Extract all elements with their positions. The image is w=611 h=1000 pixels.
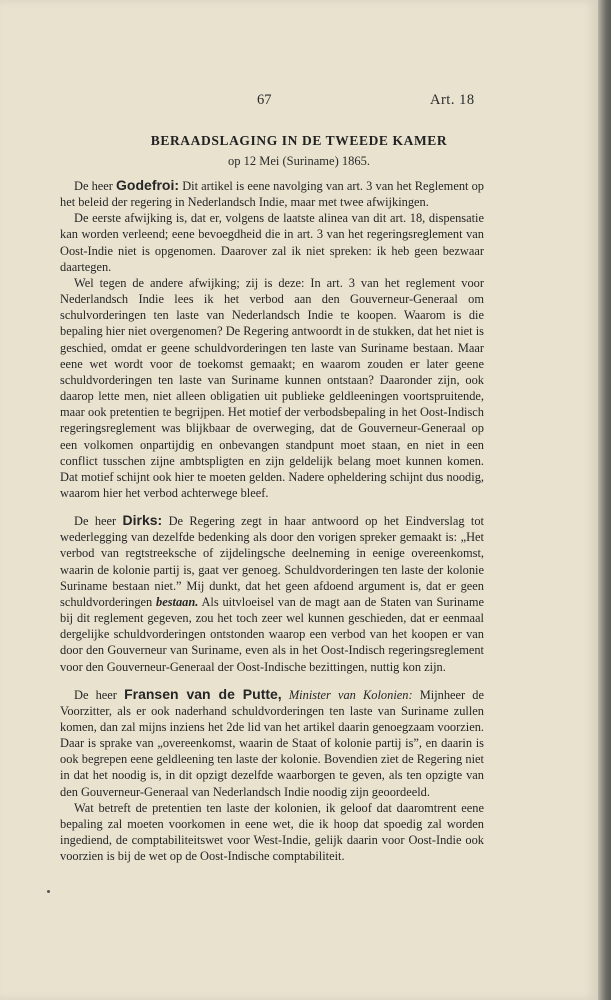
speaker-godefroi: Godefroi: (116, 177, 180, 193)
lead-in: De heer (74, 179, 113, 193)
speech-godefroi-p1 (60, 177, 484, 210)
speech-fransen-p2: Wat betreft de pretentien ten laste der kolonien, ik geloof dat daaromtrent eene bepaling zal moeten voorkomen in eene wet, die ik hoop dat spoedig zal worden ingediend, de comptabiliteitswet voor West-Indie, gelijk daarin voor Oost-Indie ook voorzien is bij de wet op de Oost-Indische comptabiliteit. (60, 800, 484, 864)
article-reference: Art. 18 (430, 92, 475, 108)
section-title: BERAADSLAGING IN DE TWEEDE KAMER (150, 133, 448, 148)
paragraph-text: De Regering zegt in haar antwoord op het Eindverslag tot wederlegging van dezelfde bedenking als door den vorigen spreker gemaakt is: „Het verbod van regtstreeksche of zijdelingsche deelneming in eenige overeenkomst, waarin de kolonie partij is, gaat ver genoeg. Schuldvorderingen ten laste der kolonie Suriname bestaan niet.” Mij dunkt, dat het geen afdoend argument is, dat er geen schuldvorderingen (60, 514, 484, 609)
speaker-dirks: Dirks: (122, 512, 163, 529)
debate-text (60, 177, 484, 864)
speech-fransen-p1 (60, 686, 484, 800)
speech-godefroi-p2: De eerste afwijking is, dat er, volgens de laatste alinea van dit art. 18, dispensatie kan worden verleend; eene bevoegdheid die in art. 3 van het regeringsreglement van Oost-Indie niet is opgenomen. Daarover zal ik niet spreken: ik heb geen bezwaar daartegen. (60, 211, 484, 274)
section-subtitle: op 12 Mei (Suriname) 1865. (228, 154, 370, 168)
speaker-fransen-van-de-putte: Fransen van de Putte, (124, 685, 282, 702)
paragraph-text: Als uitvloeisel van de magt aan de Staten van Suriname bij dit reglement gegeven, zou het toch zeer wel kunnen geschieden, dat er eenmaal dergelijke schuldvorderingen ontstonden waarop een verbod van het koopen er van door den Gouverneur van Suriname, even als in het Oost-Indisch regeringsreglement voor den Gouverneur-Generaal der Oost-Indische bezittingen, nuttig kon zijn. (60, 594, 484, 674)
emphasized-word: bestaan. (156, 594, 199, 609)
paragraph-text: Mijnheer de Voorzitter, als er ook naderhand schuldvorderingen ten laste van Suriname zullen komen, dan zal mijns inziens het 2de lid van het artikel daarin genoegzaam voorzien. Daar is sprake van „overeenkomst, waarin de Staat of kolonie partij is”, en daarin is ook begrepen eene geldleening ten laste der kolonie. Bovendien ziet de Regering niet in dat het noodig is, in dit opzigt dezelfde waarborgen te geven, als ten opzigte van den Gouverneur-Generaal van Nederlandsch Indie noodig zijn geoordeeld. (60, 687, 485, 799)
speech-dirks (60, 512, 484, 675)
lead-in: De heer (74, 514, 117, 529)
lead-in: De heer (74, 687, 117, 702)
speaker-role: Minister van Kolonien: (288, 687, 413, 702)
speech-godefroi-p3: Wel tegen de andere afwijking; zij is deze: In art. 3 van het reglement voor Nederlandsch Indie lees ik het verbod aan den Gouverneur-Generaal om schulvorderingen ten laste van Nederlandsch Indie te koopen. Waarom is die bepaling hier niet overgenomen? De Regering antwoordt in de stukken, dat het niet is geschied, omdat er geene schuldvorderingen ten laste van Suriname bestaan. Maar eene wet wordt voor de toekomst gemaakt; en waarom zouden er later geene schuldvorderingen ten laste van Suriname kunnen ontstaan? Daaronder zijn, ook daarop lette men, niet alleen obligatien uit publieke geldleeningen voortspruitende, maar ook pretentien te begrijpen. Het motief der verbodsbepaling in het Oost-Indisch regeringsreglement was blijkbaar de overweging, dat de Gouverneur-Generaal op een volkomen onpartijdig en onbevangen standpunt moet staan, en niet in een conflict tusschen zijne ambtspligten en zijn geldelijk belang moet kunnen komen. Dat motief schijnt ook hier te moeten gelden. Nadere opheldering schijnt dus noodig, waarom hier het verbod achterwege bleef. (60, 275, 484, 500)
page-edge (598, 0, 611, 1000)
page-number: 67 (257, 92, 272, 108)
ink-speck (47, 890, 50, 893)
paragraph-text: Dit artikel is eene navolging van art. 3 van het Reglement op het beleid der regering in Nederlandsch Indie, maar met twee afwijkingen. (60, 179, 484, 210)
